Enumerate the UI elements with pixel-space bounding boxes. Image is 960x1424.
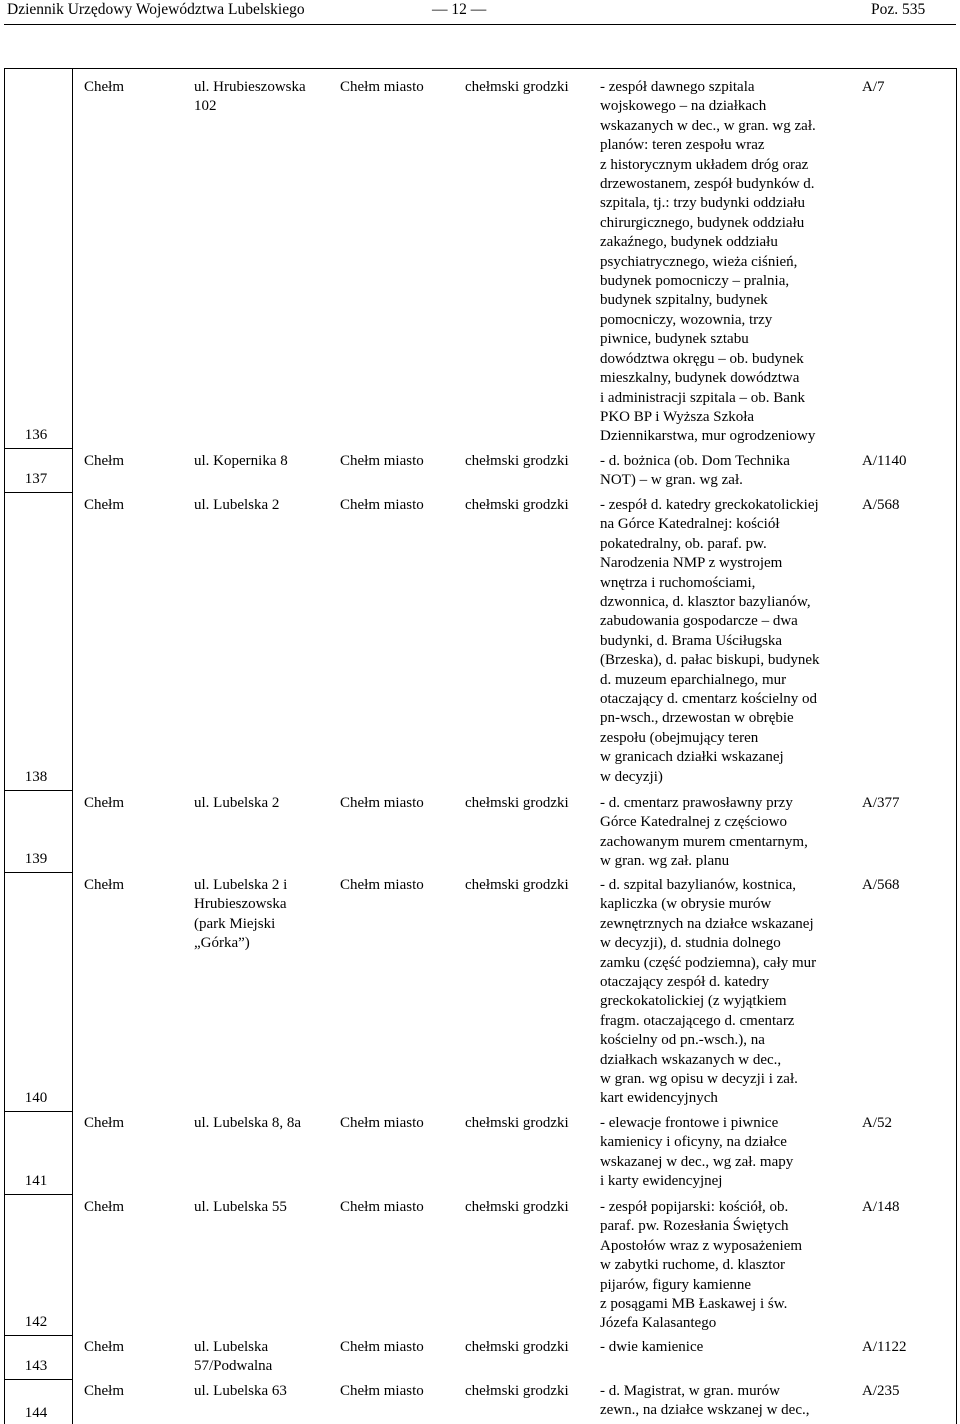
address-line: (park Miejski — [194, 915, 276, 932]
register-number-cell: A/1140 — [862, 453, 907, 469]
description-line: zachowanym murem cmentarnym, — [600, 833, 808, 850]
table-column-rule — [956, 68, 957, 1424]
description-line: - elewacje frontowe i piwnice — [600, 1115, 779, 1131]
description-line: zewnętrznych na działce wskazanej — [600, 915, 814, 932]
city-cell: Chełm — [84, 453, 124, 469]
entry-number: 138 — [24, 769, 48, 785]
entry-number: 139 — [24, 851, 48, 867]
row-separator — [4, 1194, 72, 1195]
powiat-cell: chełmski grodzki — [465, 1199, 569, 1215]
address-line: ul. Lubelska 2 i — [194, 877, 288, 893]
gmina-cell: Chełm miasto — [340, 1115, 424, 1131]
powiat-cell: chełmski grodzki — [465, 79, 569, 95]
description-line: w decyzji), d. studnia dolnego — [600, 935, 781, 952]
description-line: wskazanej w dec., wg zał. mapy — [600, 1153, 794, 1170]
description-line: pomocniczy, wozownia, trzy — [600, 311, 773, 328]
address-line: ul. Lubelska 2 — [194, 497, 280, 513]
description-cell — [600, 794, 848, 872]
description-line: kamienicy i oficyny, na działce — [600, 1134, 787, 1151]
row-separator — [4, 1335, 72, 1336]
gmina-cell: Chełm miasto — [340, 453, 424, 469]
description-line: wnętrza i ruchomościami, — [600, 574, 756, 591]
description-line: szpitala, tj.: trzy budynki oddziału — [600, 195, 805, 212]
description-line: Józefa Kalasantego — [600, 1315, 717, 1332]
description-line: piwnice, budynek sztabu — [600, 331, 749, 348]
description-line: Apostołów wraz z wyposażeniem — [600, 1237, 803, 1254]
description-line: drzewostanem, zespół budynków d. — [600, 176, 815, 193]
description-line: - zespół dawnego szpitala — [600, 79, 755, 95]
description-line: mieszkalny, budynek dowództwa — [600, 370, 800, 387]
address-cell — [194, 1338, 329, 1377]
row-separator — [4, 1379, 72, 1380]
address-line: 57/Podwalna — [194, 1358, 273, 1375]
address-cell — [194, 496, 329, 515]
address-cell — [194, 876, 329, 954]
description-line: zespołu (obejmujący teren — [600, 729, 759, 746]
city-cell: Chełm — [84, 1339, 124, 1355]
description-line: i karty ewidencyjnej — [600, 1173, 723, 1190]
description-line: psychiatrycznego, wieża ciśnień, — [600, 253, 798, 270]
row-separator — [4, 448, 72, 449]
journal-title: Dziennik Urzędowy Województwa Lubelskiego — [7, 1, 305, 18]
description-line: w zabytki ruchome, d. klasztor — [600, 1257, 785, 1274]
gmina-cell: Chełm miasto — [340, 1383, 424, 1399]
register-number-cell: A/7 — [862, 79, 885, 95]
address-line: ul. Kopernika 8 — [194, 453, 288, 469]
description-line: zabudowania gospodarcze – dwa — [600, 613, 798, 630]
city-cell: Chełm — [84, 497, 124, 513]
powiat-cell: chełmski grodzki — [465, 453, 569, 469]
gmina-cell: Chełm miasto — [340, 1199, 424, 1215]
powiat-cell: chełmski grodzki — [465, 1383, 569, 1399]
city-cell: Chełm — [84, 1383, 124, 1399]
description-line: dzwonnica, d. klasztor bazylianów, — [600, 594, 811, 611]
description-cell — [600, 78, 848, 447]
address-line: 102 — [194, 98, 217, 115]
description-line: NOT) – w gran. wg zał. — [600, 472, 743, 489]
address-line: ul. Lubelska 55 — [194, 1199, 287, 1215]
address-line: Hrubieszowska — [194, 896, 287, 913]
description-cell — [600, 496, 848, 787]
description-line: wskazanych w dec., w gran. wg zał. — [600, 117, 816, 134]
description-line: dowództwa okręgu – ob. budynek — [600, 350, 804, 367]
entry-number: 144 — [24, 1405, 48, 1421]
gmina-cell: Chełm miasto — [340, 1339, 424, 1355]
description-line: pijarów, figury kamienne — [600, 1276, 752, 1293]
entry-number: 136 — [24, 427, 48, 443]
description-line: w granicach działki wskazanej — [600, 749, 784, 766]
description-line: PKO BP i Wyższa Szkoła — [600, 408, 755, 425]
entry-number: 143 — [24, 1358, 48, 1374]
entry-number: 142 — [24, 1314, 48, 1330]
description-line: Górce Katedralnej z częściowo — [600, 814, 787, 831]
register-number-cell: A/568 — [862, 497, 900, 513]
gmina-cell: Chełm miasto — [340, 877, 424, 893]
address-cell — [194, 1114, 329, 1133]
description-line: budynek szpitalny, budynek — [600, 292, 768, 309]
description-line: greckokatolickiej (z wyjątkiem — [600, 993, 787, 1010]
city-cell: Chełm — [84, 1199, 124, 1215]
description-line: otaczający zespół d. katedry — [600, 974, 770, 991]
description-line: d. muzeum eparchialnego, mur — [600, 671, 787, 688]
description-line: kart ewidencyjnych — [600, 1090, 718, 1107]
row-separator — [4, 790, 72, 791]
register-number-cell: A/1122 — [862, 1339, 907, 1355]
description-line: budynek pomocniczy – pralnia, — [600, 273, 790, 290]
description-line: - dwie kamienice — [600, 1339, 704, 1355]
page-number: — 12 — — [432, 1, 487, 18]
table-column-rule — [4, 68, 5, 1424]
description-cell — [600, 1338, 848, 1357]
address-line: ul. Lubelska — [194, 1339, 269, 1355]
address-line: „Górka”) — [194, 935, 250, 952]
description-line: - zespół d. katedry greckokatolickiej — [600, 497, 819, 513]
description-line: paraf. pw. Rozesłania Świętych — [600, 1218, 789, 1235]
register-number-cell: A/568 — [862, 877, 900, 893]
city-cell: Chełm — [84, 1115, 124, 1131]
table-top-rule — [4, 68, 956, 69]
table-column-rule — [72, 68, 73, 1424]
description-line: fragm. otaczającego d. cmentarz — [600, 1012, 795, 1029]
description-line: chirurgicznego, budynek oddziału — [600, 214, 805, 231]
description-line: planów: teren zespołu wraz — [600, 137, 765, 154]
gmina-cell: Chełm miasto — [340, 79, 424, 95]
description-cell — [600, 1114, 848, 1192]
description-cell — [600, 1198, 848, 1334]
powiat-cell: chełmski grodzki — [465, 1339, 569, 1355]
address-cell — [194, 78, 329, 117]
row-separator — [4, 872, 72, 873]
register-number-cell: A/377 — [862, 795, 900, 811]
description-line: (Brzeska), d. pałac biskupi, budynek — [600, 652, 820, 669]
description-line: w gran. wg zał. planu — [600, 853, 730, 870]
description-line: w gran. wg opisu w decyzji i zał. — [600, 1071, 798, 1088]
description-line: - d. cmentarz prawosławny przy — [600, 795, 793, 811]
register-number-cell: A/148 — [862, 1199, 900, 1215]
description-line: z historycznym układem dróg oraz — [600, 156, 809, 173]
powiat-cell: chełmski grodzki — [465, 795, 569, 811]
description-line: pokatedralny, ob. paraf. pw. — [600, 535, 767, 552]
address-line: ul. Lubelska 8, 8a — [194, 1115, 302, 1131]
address-cell — [194, 452, 329, 471]
description-line: Narodzenia NMP z wystrojem — [600, 555, 783, 572]
address-line: ul. Lubelska 63 — [194, 1383, 287, 1399]
description-line: działkach wskazanych w dec., — [600, 1051, 782, 1068]
row-separator — [4, 1111, 72, 1112]
address-cell — [194, 1382, 329, 1401]
description-cell — [600, 452, 848, 491]
description-line: Dziennikarstwa, mur ogrodzeniowy — [600, 428, 816, 445]
address-cell — [194, 1198, 329, 1217]
description-line: z posągami MB Łaskawej i św. — [600, 1296, 788, 1313]
description-line: kapliczka (w obrysie murów — [600, 896, 772, 913]
description-line: - d. szpital bazylianów, kostnica, — [600, 877, 797, 893]
address-line: ul. Lubelska 2 — [194, 795, 280, 811]
description-line: na Górce Katedralnej: kościół — [600, 516, 780, 533]
description-line: w decyzji) — [600, 768, 663, 785]
entry-number: 141 — [24, 1173, 48, 1189]
city-cell: Chełm — [84, 79, 124, 95]
page-header — [0, 0, 960, 28]
description-line: wojskowego – na działkach — [600, 98, 767, 115]
description-line: zakaźnego, budynek oddziału — [600, 234, 778, 251]
description-line: zamku (część podziemna), cały mur — [600, 954, 817, 971]
position-number: Poz. 535 — [871, 1, 926, 18]
description-line: otaczający d. cmentarz kościelny od — [600, 691, 817, 708]
description-line: - d. Magistrat, w gran. murów — [600, 1383, 780, 1399]
description-line: pn-wsch., drzewostan w obrębie — [600, 710, 794, 727]
register-number-cell: A/235 — [862, 1383, 900, 1399]
gmina-cell: Chełm miasto — [340, 795, 424, 811]
description-line: zewn., na działce wskzanej w dec., — [600, 1402, 810, 1419]
powiat-cell: chełmski grodzki — [465, 877, 569, 893]
description-cell — [600, 1382, 848, 1421]
description-line: - d. bożnica (ob. Dom Technika — [600, 453, 790, 469]
city-cell: Chełm — [84, 795, 124, 811]
header-rule — [4, 24, 956, 25]
entry-number: 137 — [24, 471, 48, 487]
row-separator — [4, 492, 72, 493]
gmina-cell: Chełm miasto — [340, 497, 424, 513]
powiat-cell: chełmski grodzki — [465, 497, 569, 513]
register-number-cell: A/52 — [862, 1115, 892, 1131]
description-line: i administracji szpitala – ob. Bank — [600, 389, 805, 406]
address-line: ul. Hrubieszowska — [194, 79, 306, 95]
entry-number: 140 — [24, 1090, 48, 1106]
address-cell — [194, 794, 329, 813]
description-cell — [600, 876, 848, 1109]
description-line: - zespół popijarski: kościół, ob. — [600, 1199, 789, 1215]
powiat-cell: chełmski grodzki — [465, 1115, 569, 1131]
city-cell: Chełm — [84, 877, 124, 893]
description-line: budynki, d. Brama Uściługska — [600, 632, 783, 649]
description-line: kościelny od pn.-wsch.), na — [600, 1032, 765, 1049]
